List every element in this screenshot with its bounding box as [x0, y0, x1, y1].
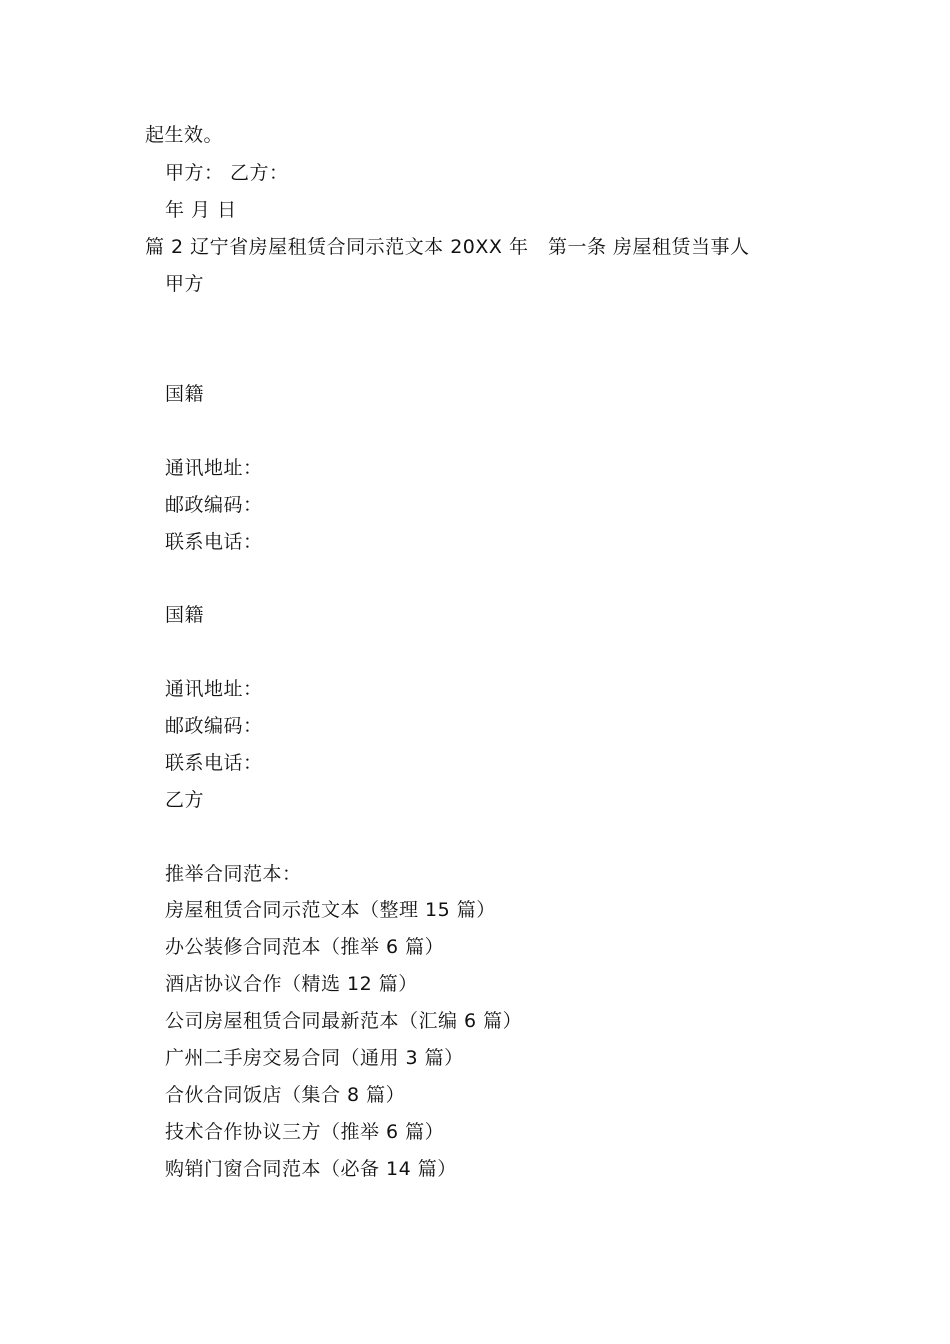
second-phone: 联系电话： — [165, 752, 263, 774]
party-a-postal-code: 邮政编码： — [165, 494, 263, 516]
article-heading: 篇 2 辽宁省房屋租赁合同示范文本 20XX 年 第一条 房屋租赁当事人 — [145, 236, 750, 258]
party-a-address: 通讯地址： — [165, 457, 263, 479]
party-a-label: 甲方 — [165, 273, 205, 295]
second-address: 通讯地址： — [165, 678, 263, 700]
recommend-item[interactable]: 酒店协议合作（精选 12 篇） — [165, 973, 418, 995]
recommend-item[interactable]: 购销门窗合同范本（必备 14 篇） — [165, 1158, 457, 1180]
recommend-item[interactable]: 广州二手房交易合同（通用 3 篇） — [165, 1047, 464, 1069]
recommend-item[interactable]: 合伙合同饭店（集合 8 篇） — [165, 1084, 406, 1106]
recommend-heading: 推举合同范本： — [165, 863, 302, 885]
recommend-item[interactable]: 房屋租赁合同示范文本（整理 15 篇） — [165, 899, 496, 921]
recommend-item[interactable]: 公司房屋租赁合同最新范本（汇编 6 篇） — [165, 1010, 523, 1032]
party-a-phone: 联系电话： — [165, 531, 263, 553]
party-b-label: 乙方 — [165, 789, 205, 811]
recommend-item[interactable]: 办公装修合同范本（推举 6 篇） — [165, 936, 445, 958]
second-postal-code: 邮政编码： — [165, 715, 263, 737]
second-nationality: 国籍 — [165, 604, 205, 626]
date-line: 年 月 日 — [165, 199, 237, 221]
party-a-nationality: 国籍 — [165, 383, 205, 405]
recommend-item[interactable]: 技术合作协议三方（推举 6 篇） — [165, 1121, 445, 1143]
signature-line: 甲方： 乙方： — [165, 162, 289, 184]
effective-clause-tail: 起生效。 — [145, 124, 224, 146]
